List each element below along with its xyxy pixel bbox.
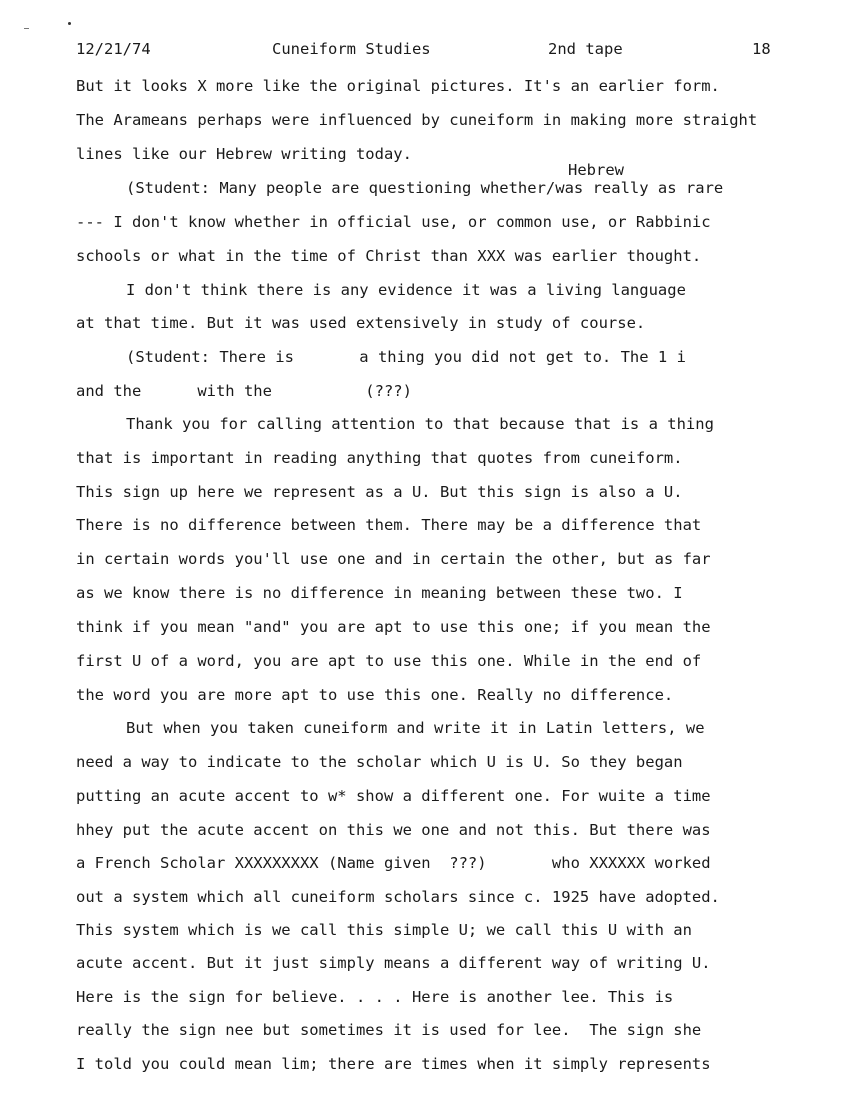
text-line: and the with the (???) [76, 382, 412, 400]
text-line: at that time. But it was used extensively in study of course. [76, 314, 646, 332]
text-line: This sign up here we represent as a U. But this sign is also a U. [76, 483, 683, 501]
text-line: I told you could mean lim; there are times when it simply represents [76, 1055, 711, 1073]
text-line: need a way to indicate to the scholar which U is U. So they began [76, 753, 683, 771]
text-line: acute accent. But it just simply means a different way of writing U. [76, 954, 711, 972]
text-line: (Student: Many people are questioning whether/was really as rare [126, 179, 724, 197]
text-line: Here is the sign for believe. . . . Here is another lee. This is [76, 988, 674, 1006]
text-line: think if you mean "and" you are apt to use this one; if you mean the [76, 618, 711, 636]
text-line: schools or what in the time of Christ than XXX was earlier thought. [76, 247, 702, 265]
header-title: Cuneiform Studies [272, 40, 431, 58]
header-date: 12/21/74 [76, 40, 151, 58]
scan-mark [68, 22, 71, 25]
text-line: first U of a word, you are apt to use this one. While in the end of [76, 652, 702, 670]
text-line: (Student: There is a thing you did not get to. The 1 i [126, 348, 686, 366]
header-tape: 2nd tape [548, 40, 623, 58]
text-line: as we know there is no difference in meaning between these two. I [76, 584, 683, 602]
text-line: putting an acute accent to w* show a different one. For wuite a time [76, 787, 711, 805]
text-line: really the sign nee but sometimes it is used for lee. The sign she [76, 1021, 702, 1039]
text-line: --- I don't know whether in official use, or common use, or Rabbinic [76, 213, 711, 231]
text-line: that is important in reading anything that quotes from cuneiform. [76, 449, 683, 467]
text-line: There is no difference between them. There may be a difference that [76, 516, 702, 534]
text-line: a French Scholar XXXXXXXXX (Name given ???) who XXXXXX worked [76, 854, 711, 872]
interlinear-insertion: Hebrew [568, 161, 624, 179]
text-line: lines like our Hebrew writing today. [76, 145, 412, 163]
text-line: The Arameans perhaps were influenced by cuneiform in making more straight [76, 111, 758, 129]
text-line: out a system which all cuneiform scholars since c. 1925 have adopted. [76, 888, 720, 906]
scan-mark [24, 28, 29, 29]
text-line: hhey put the acute accent on this we one and not this. But there was [76, 821, 711, 839]
text-line: in certain words you'll use one and in certain the other, but as far [76, 550, 711, 568]
text-line: But when you taken cuneiform and write it in Latin letters, we [126, 719, 705, 737]
text-line: Thank you for calling attention to that because that is a thing [126, 415, 714, 433]
text-line: I don't think there is any evidence it was a living language [126, 281, 686, 299]
text-line: This system which is we call this simple U; we call this U with an [76, 921, 692, 939]
text-line: the word you are more apt to use this one. Really no difference. [76, 686, 674, 704]
text-line: But it looks X more like the original pictures. It's an earlier form. [76, 77, 720, 95]
header-page-number: 18 [752, 40, 771, 58]
